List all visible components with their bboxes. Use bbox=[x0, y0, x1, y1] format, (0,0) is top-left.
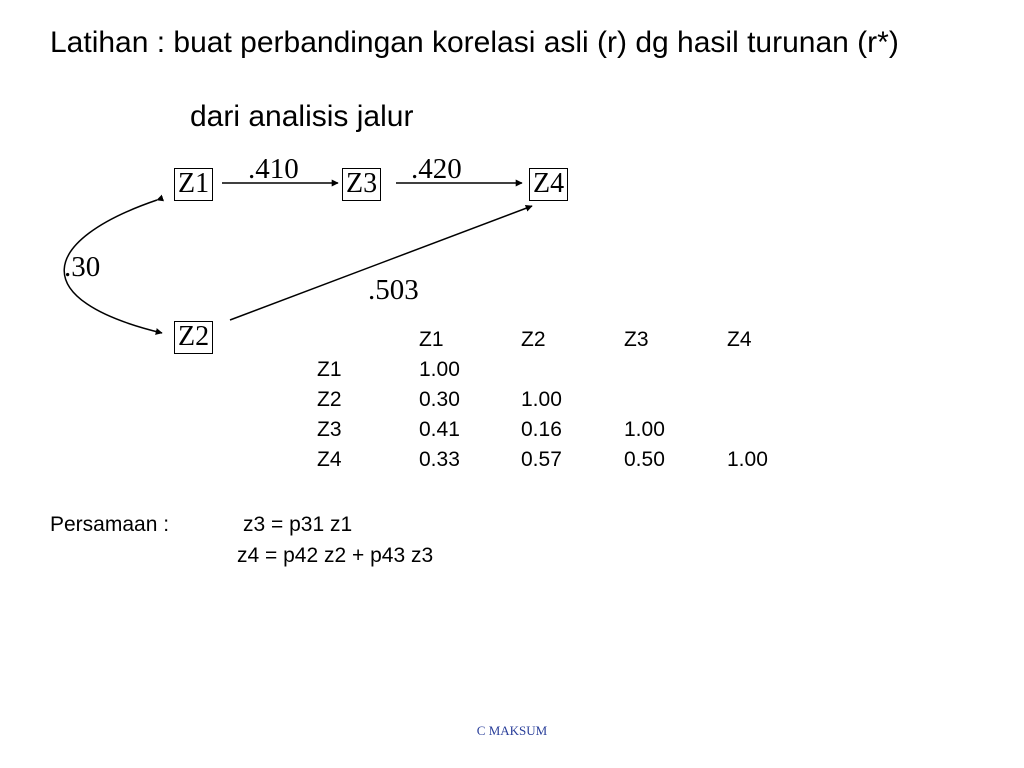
table-corner bbox=[317, 325, 419, 355]
table-row bbox=[317, 445, 787, 475]
node-z4: Z4 bbox=[529, 168, 568, 201]
table-cell bbox=[727, 415, 787, 445]
equation-z3: z3 = p31 z1 bbox=[243, 513, 353, 536]
footer-author: C MAKSUM bbox=[476, 723, 548, 738]
column-header: Z2 bbox=[521, 328, 546, 351]
correlation-table bbox=[317, 325, 787, 475]
equations-label: Persamaan : bbox=[50, 513, 170, 536]
table-cell bbox=[624, 355, 727, 385]
coef-z1-z3: .410 bbox=[248, 153, 299, 185]
table-cell: 0.41 bbox=[419, 418, 460, 441]
table-cell: 1.00 bbox=[521, 388, 562, 411]
table-row bbox=[317, 415, 787, 445]
row-label: Z3 bbox=[317, 418, 342, 441]
coef-z3-z4: .420 bbox=[411, 153, 462, 185]
table-cell bbox=[624, 385, 727, 415]
table-cell: 0.50 bbox=[624, 448, 665, 471]
table-cell bbox=[521, 355, 624, 385]
row-label: Z1 bbox=[317, 358, 342, 381]
column-header: Z1 bbox=[419, 328, 444, 351]
column-header: Z4 bbox=[727, 328, 752, 351]
table-row bbox=[317, 385, 787, 415]
node-z1: Z1 bbox=[174, 168, 213, 201]
row-label: Z2 bbox=[317, 388, 342, 411]
table-header-row bbox=[317, 325, 787, 355]
table-cell: 1.00 bbox=[727, 448, 768, 471]
table-cell: 0.16 bbox=[521, 418, 562, 441]
table-cell: 1.00 bbox=[624, 418, 665, 441]
column-header: Z3 bbox=[624, 328, 649, 351]
table-cell: 1.00 bbox=[419, 358, 460, 381]
table-cell bbox=[727, 385, 787, 415]
coef-z1-z2-correlation: .30 bbox=[64, 251, 101, 283]
table-cell: 0.57 bbox=[521, 448, 562, 471]
row-label: Z4 bbox=[317, 448, 342, 471]
table-cell: 0.30 bbox=[419, 388, 460, 411]
slide-subtitle: dari analisis jalur bbox=[190, 100, 414, 133]
equation-z4: z4 = p42 z2 + p43 z3 bbox=[237, 544, 434, 567]
table-cell bbox=[727, 355, 787, 385]
node-z3: Z3 bbox=[342, 168, 381, 201]
table-cell: 0.33 bbox=[419, 448, 460, 471]
node-z2: Z2 bbox=[174, 321, 213, 354]
coef-z2-z4: .503 bbox=[368, 274, 419, 306]
table-row bbox=[317, 355, 787, 385]
slide-title: Latihan : buat perbandingan korelasi asli (r) dg hasil turunan (r*) bbox=[50, 26, 899, 59]
